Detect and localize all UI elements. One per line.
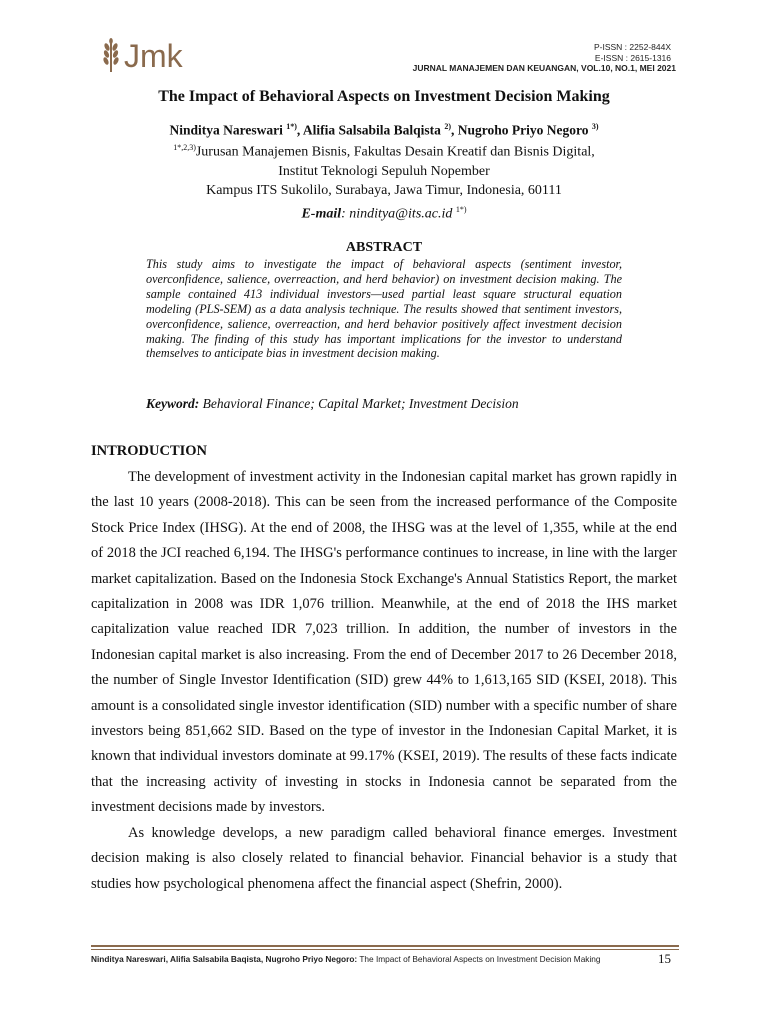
keywords-line [146,396,519,412]
email-line [0,200,768,224]
wheat-stalk-icon [100,38,122,72]
affiliation-line: Kampus ITS Sukolilo, Surabaya, Jawa Timur, Indonesia, 60111 [206,182,562,198]
footer-rule-thin [91,949,679,950]
body-paragraph: As knowledge develops, a new paradigm called behavioral finance emerges. Investment decision making is also closely related to financial behavior. Financial behavior is a study that studies how psychological phenomena affect the financial aspect (Shefrin, 2000). [91,824,677,892]
paper-title: The Impact of Behavioral Aspects on Investment Decision Making [158,88,610,105]
introduction-body [91,465,677,897]
affiliation-sup: 1*,2,3) [173,143,196,152]
page-number: 15 [658,951,671,966]
footer-title: The Impact of Behavioral Aspects on Investment Decision Making [357,954,601,964]
email-address: : ninditya@its.ac.id [341,206,453,222]
author-name: Alifia Salsabila Balqista [302,122,441,138]
email-label: E-mail [301,206,342,222]
journal-logo [100,38,183,72]
author-list: Ninditya Nareswari $^{1*)}$, Alifia Salsabila Balqista $^{2)}$, Nugroho Priyo Negoro $^{3)}$ [169,122,599,138]
author-sup: 3) [591,122,599,131]
section-heading-introduction: INTRODUCTION [91,443,208,459]
affiliation-line: Jurusan Manajemen Bisnis, Fakultas Desain Kreatif dan Bisnis Digital, [195,144,595,160]
abstract-text: This study aims to investigate the impact of behavioral aspects (sentiment investor, overconfidence, salience, overreaction, and herd behavior) on investment decision making. The sample contained 413 individual investors—used partial least square structural equation modeling (PLS-SEM) as a data analysis technique. The results showed that sentiment investors, overconfidence, salience, overreaction, and herd behavior positively affect investment decision making. The finding of this study has important implications for the investor to understand themselves to anticipate bias in investment decision making. [146,257,622,361]
keyword-label: Keyword: [146,396,200,411]
p-issn: P-ISSN : 2252-844X [593,42,671,52]
logo-text: Jmk [124,38,183,74]
footer-rule [91,945,679,947]
abstract-heading: ABSTRACT [345,240,423,255]
author-name: Ninditya Nareswari [169,122,283,138]
affiliation-block [0,138,768,223]
author-sup: 2) [444,122,451,131]
running-footer [91,954,601,964]
journal-name: JURNAL MANAJEMEN DAN KEUANGAN, VOL.10, NO.1, MEI 2021 [412,63,676,73]
author-name: Nugroho Priyo Negoro [457,122,589,138]
keyword-values: Behavioral Finance; Capital Market; Investment Decision [202,396,519,411]
body-paragraph: The development of investment activity in the Indonesian capital market has grown rapidly in the last 10 years (2008-2018). This can be seen from the increased performance of the Composite Stock Price Index (IHSG). At the end of 2008, the IHSG was at the level of 1,355, while at the end of 2018 the JCI reached 6,194. The IHSG's performance continues to increase, in line with the larger market capitalization. Based on the Indonesia Stock Exchange's Annual Statistics Report, the market capitalization in 2008 was IDR 1,076 trillion. Meanwhile, at the end of 2018 the IHS market capitalization value reached IDR 7,023 trillion. In addition, the number of investors in the Indonesian capital market is also increasing. From the end of December 2017 to 26 December 2018, the number of Single Investor Identification (SID) grew 44% to 1,613,165 SID (KSEI, 2018). This amount is a consolidated single investor identification (SID) number with a specific number of share investors being 851,662 SID. Based on the type of investor in the Indonesian Capital Market, it is known that individual investors dominate at 99.17% (KSEI, 2019). The results of these facts indicate that the increasing activity of investing in stocks in Indonesia cannot be separated from the investment decisions made by investors. [91,469,677,816]
issn-block [594,42,671,64]
affiliation-line: Institut Teknologi Sepuluh Nopember [278,163,490,179]
email-sup: 1*) [455,204,467,214]
author-sup: 1*) [286,122,297,131]
footer-authors: Ninditya Nareswari, Alifia Salsabila Baqista, Nugroho Priyo Negoro: [91,954,358,964]
e-issn: E-ISSN : 2615-1316 [594,53,671,63]
